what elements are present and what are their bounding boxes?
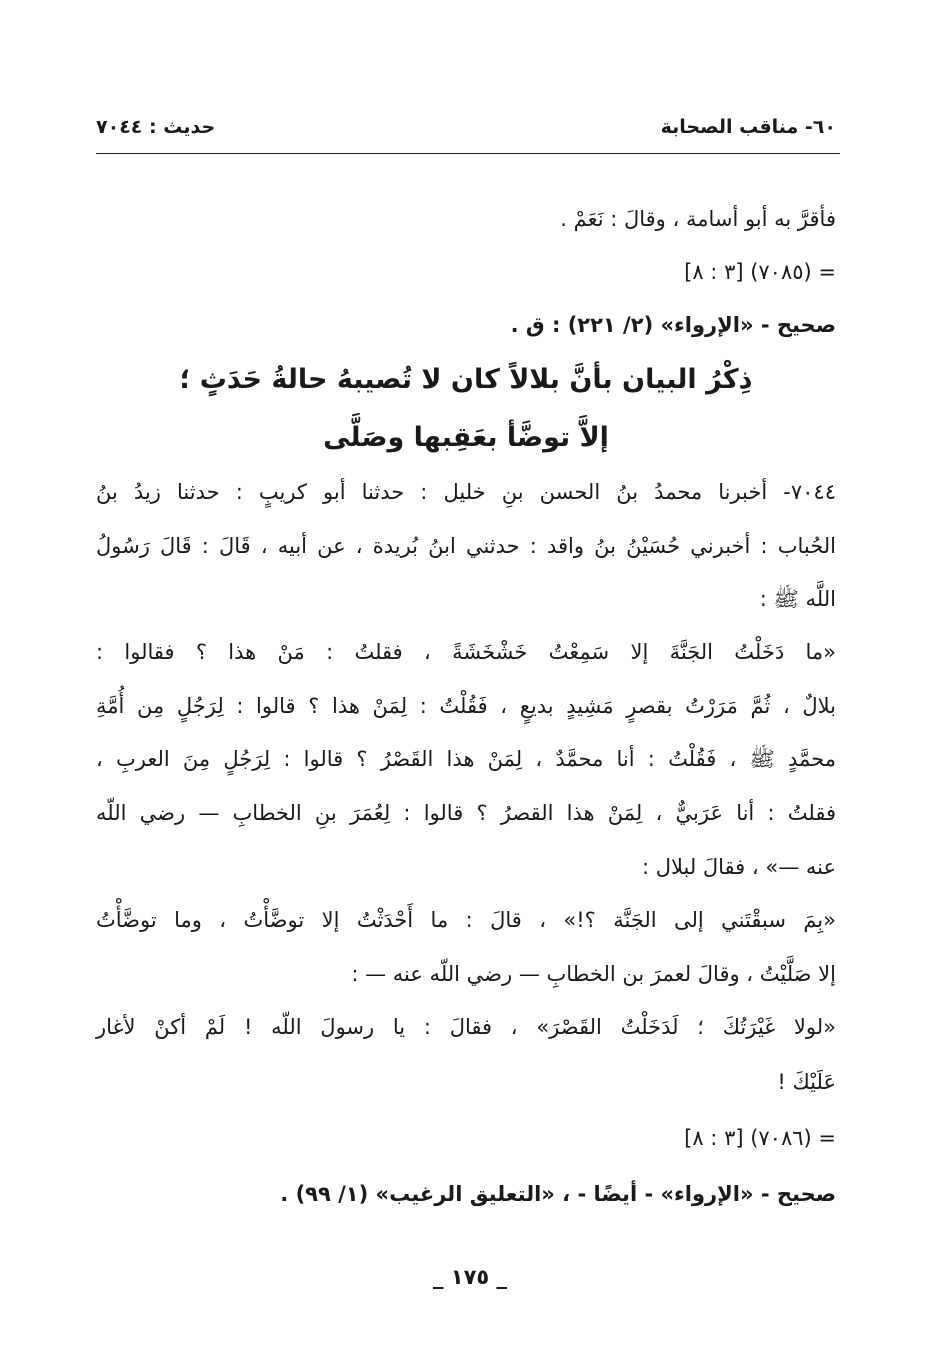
matn-line: فقلتُ : أنا عَرَبيٌّ ، لِمَنْ هذا القصرُ ؟ قالوا : لِعُمَرَ بنِ الخطابِ — رضي اللّه xyxy=(96,801,836,825)
matn-line: «لولا غَيْرَتُكَ ؛ لَدَخَلْتُ القَصْرَ» ، فقالَ : يا رسولَ اللّه ! لَمْ أكنْ لأغار xyxy=(96,1015,836,1039)
grading-note: صحيح - «الإرواء» (٢/ ٢٢١) : ق . xyxy=(510,313,836,337)
cross-reference: = (٧٠٨٥) [٣ : ٨] xyxy=(684,260,836,284)
matn-line: «ما دَخَلْتُ الجَنَّةَ إلا سَمِعْتُ خَشْخَشَةً ، فقلتُ : مَنْ هذا ؟ فقالوا : xyxy=(96,640,836,664)
hadith-reference: حديث : ٧٠٤٤ xyxy=(96,116,216,138)
matn-line: بلالٌ ، ثُمَّ مَرَرْتُ بقصرٍ مَشِيدٍ بديعٍ ، فَقُلْتُ : لِمَنْ هذا ؟ قالوا : لِرَجُلٍ مِن أُمَّةِ xyxy=(96,694,836,718)
running-header xyxy=(96,112,836,146)
matn-line: إلا صَلَّيْتُ ، وقالَ لعمرَ بن الخطابِ — رضي اللّه عنه — : xyxy=(351,962,836,986)
matn-line: محمَّدٍ ﷺ ، فَقُلْتُ : أنا محمَّدٌ ، لِمَنْ هذا القَصْرُ ؟ قالوا : لِرَجُلٍ مِنَ العربِ ، xyxy=(96,747,836,771)
chapter-title: ٦٠- مناقب الصحابة xyxy=(660,116,836,138)
header-divider xyxy=(96,153,840,154)
cross-reference: = (٧٠٨٦) [٣ : ٨] xyxy=(684,1126,836,1150)
matn-line: عنه —» ، فقالَ لبلال : xyxy=(641,855,836,879)
isnad-line: اللَّه ﷺ : xyxy=(759,587,836,611)
matn-line: عَلَيْكَ ! xyxy=(777,1070,836,1094)
isnad-line: ٧٠٤٤- أخبرنا محمدُ بنُ الحسن بنِ خليل : حدثنا أبو كريبٍ : حدثنا زيدُ بنُ xyxy=(96,480,836,504)
continuation-line: فأقرَّ به أبو أسامة ، وقالَ : نَعَمْ . xyxy=(560,207,836,231)
grading-note: صحيح - «الإرواء» - أيضًا - ، «التعليق الرغيب» (١/ ٩٩) . xyxy=(280,1182,836,1206)
section-heading-line-1: ذِكْرُ البيان بأنَّ بلالاً كان لا تُصيبهُ حالةُ حَدَثٍ ؛ xyxy=(179,364,753,395)
isnad-line: الحُباب : أخبرني حُسَيْنُ بنُ واقد : حدثني ابنُ بُريدة ، عن أبيه ، قَالَ : قَالَ رَسُولُ xyxy=(96,534,836,558)
matn-line: «بِمَ سبقْتَني إلى الجَنَّة ؟!» ، قالَ : ما أَحْدَثْتُ إلا توضَّأْتُ ، وما توضَّأْتُ xyxy=(96,908,836,932)
page-number: _ ١٧٥ _ xyxy=(432,1265,508,1289)
section-heading-line-2: إلاَّ توضَّأ بعَقِبها وصَلَّى xyxy=(323,422,609,453)
